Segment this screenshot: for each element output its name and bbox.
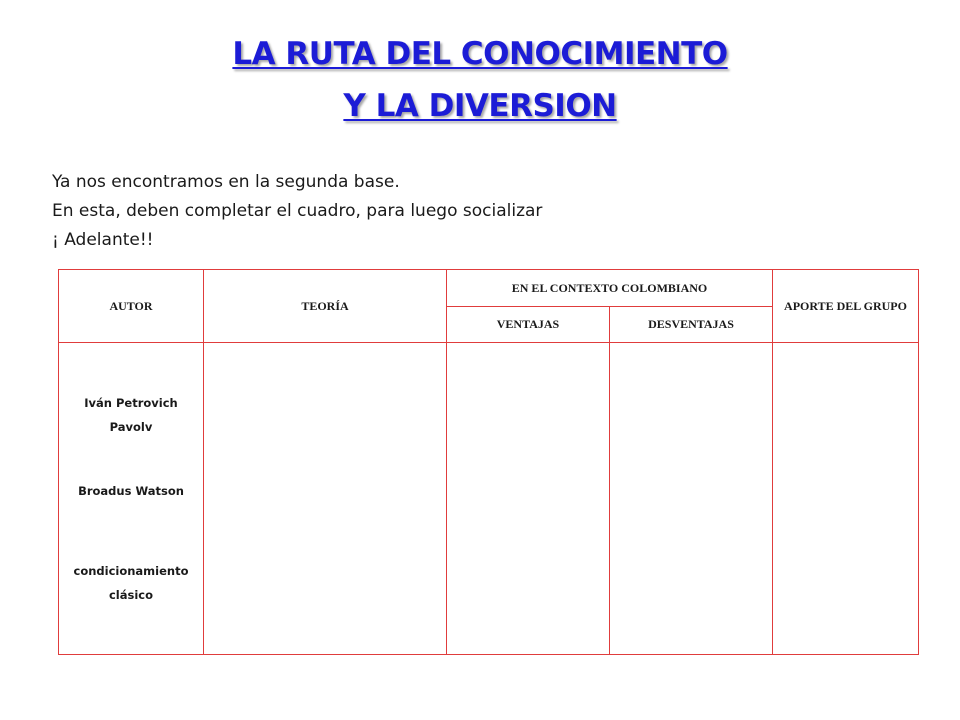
title-line-1: LA RUTA DEL CONOCIMIENTO: [232, 36, 728, 72]
author-pavlov-line-1: Iván Petrovich: [84, 395, 178, 410]
header-contexto: EN EL CONTEXTO COLOMBIANO: [447, 270, 773, 307]
comparison-table: [58, 269, 919, 655]
spacer: [63, 439, 199, 479]
teoria-cell[interactable]: [204, 343, 447, 655]
desventajas-cell[interactable]: [610, 343, 773, 655]
table-row: [59, 343, 919, 655]
aporte-cell[interactable]: [773, 343, 919, 655]
ventajas-cell[interactable]: [447, 343, 610, 655]
title-line-2: Y LA DIVERSION: [343, 88, 617, 124]
intro-line-2: En esta, deben completar el cuadro, para luego socializar: [52, 201, 543, 221]
intro-line-1: Ya nos encontramos en la segunda base.: [52, 172, 400, 192]
author-pavlov-line-2: Pavolv: [109, 419, 153, 434]
header-autor: AUTOR: [59, 270, 204, 343]
intro-text: [52, 168, 542, 255]
header-ventajas: VENTAJAS: [447, 307, 610, 343]
autor-cell[interactable]: [59, 343, 204, 655]
header-teoria: TEORÍA: [204, 270, 447, 343]
author-condicionamiento: [63, 559, 199, 607]
header-desventajas: DESVENTAJAS: [610, 307, 773, 343]
page-title: [0, 28, 960, 132]
author-pavlov: [63, 391, 199, 439]
condicionamiento-line-2: clásico: [108, 587, 154, 602]
header-aporte: APORTE DEL GRUPO: [773, 270, 919, 343]
author-watson: Broadus Watson: [78, 483, 184, 498]
spacer: [63, 503, 199, 559]
intro-line-3: ¡ Adelante!!: [52, 230, 154, 250]
condicionamiento-line-1: condicionamiento: [73, 563, 189, 578]
header-row: [59, 270, 919, 307]
